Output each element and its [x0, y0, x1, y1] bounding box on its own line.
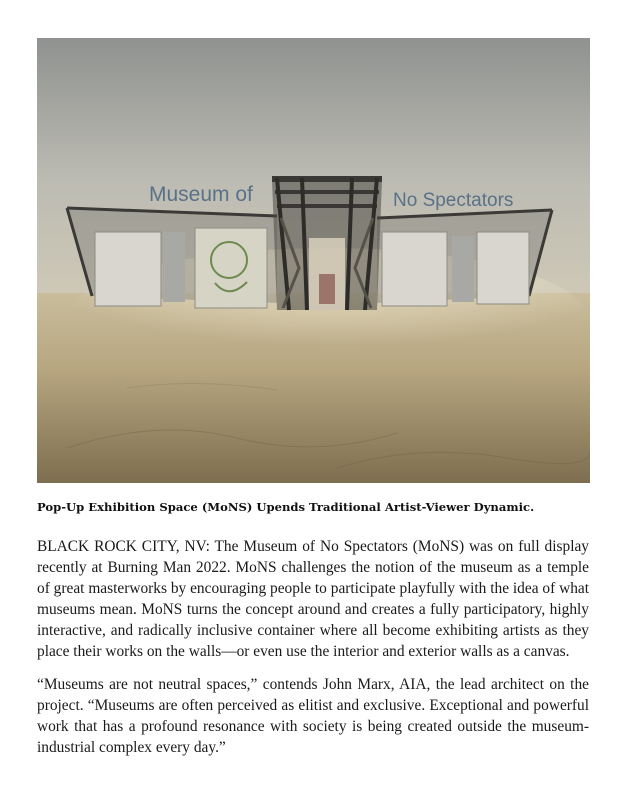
sign-museum-of: Museum of: [149, 183, 253, 206]
article-paragraph: BLACK ROCK CITY, NV: The Museum of No Spectators (MoNS) was on full display recently at Burning Man 2022. MoNS challenges the notion of the museum as a temple of great masterworks by encouraging people to participate playfully with the idea of what museums mean. MoNS turns the concept around and creates a fully participatory, highly interactive, and radically inclusive container where all become exhibiting artists as they place their works on the walls—or even use the interior and exterior walls as a canvas.: [37, 538, 589, 660]
article-body: [37, 536, 589, 770]
article-paragraph: “Museums are not neutral spaces,” contends John Marx, AIA, the lead architect on the project. “Museums are often perceived as elitist and exclusive. Exceptional and powerful work that has a profound resonance with society is being created outside the museum-industrial complex every day.”: [37, 676, 589, 756]
museum-photo: [37, 38, 590, 483]
sign-no-spectators: No Spectators: [393, 190, 514, 211]
article-headline: Pop-Up Exhibition Space (MoNS) Upends Traditional Artist-Viewer Dynamic.: [37, 500, 535, 514]
